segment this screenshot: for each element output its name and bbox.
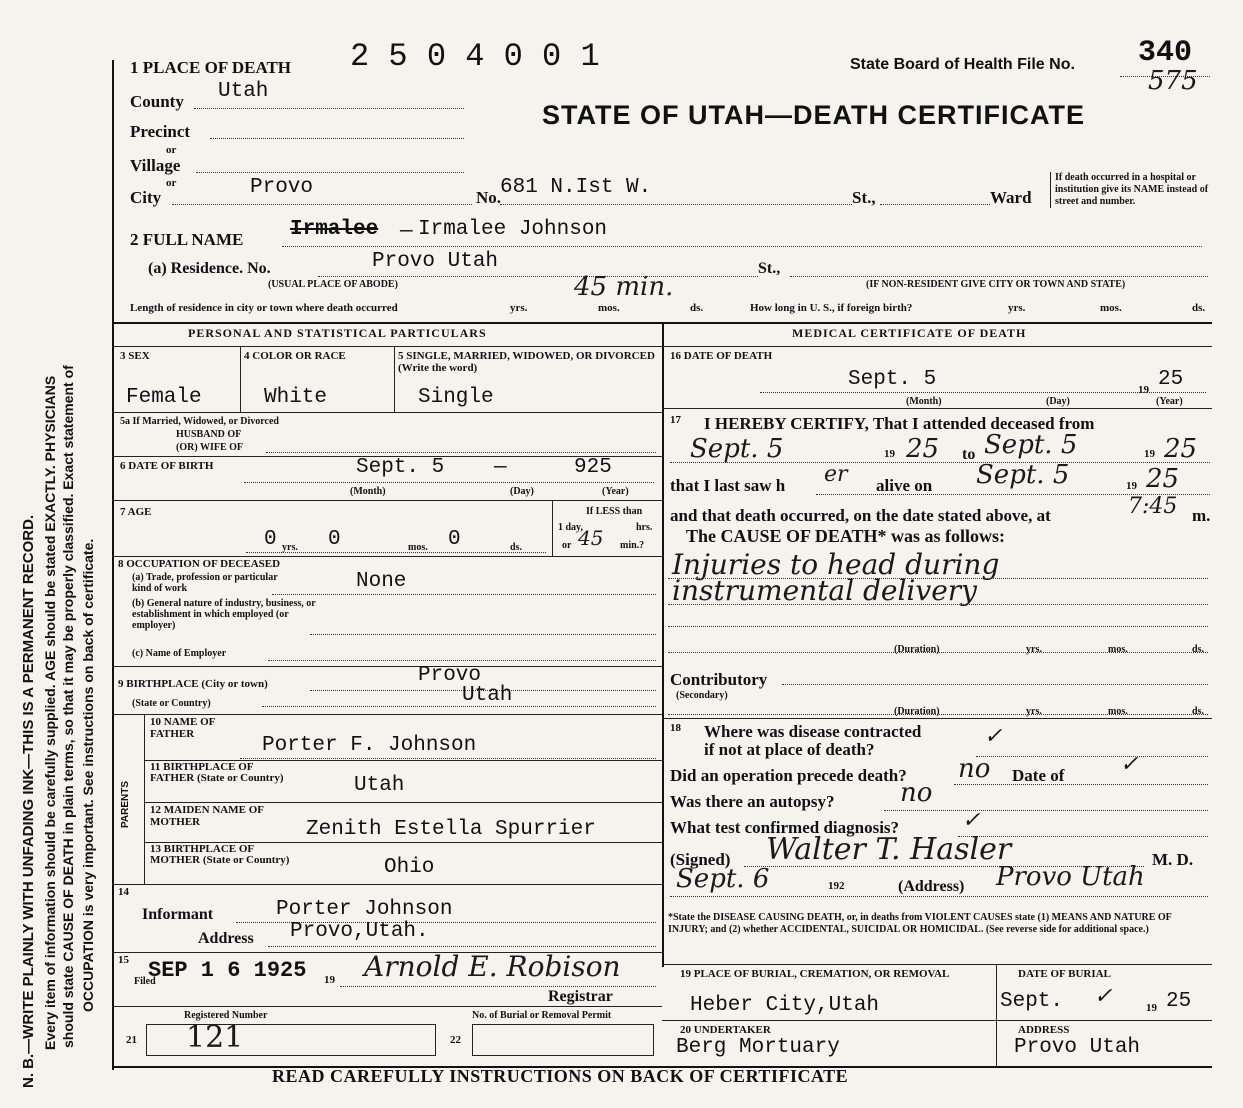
to-19: 19 [1144,448,1155,460]
spouse-label-2: HUSBAND OF [176,429,242,440]
side-instruction-1: N. B.—WRITE PLAINLY WITH UNFADING INK—THIS IS A PERMANENT RECORD. [20,514,37,1088]
side-instruction-2: Every item of information should be carefully supplied. AGE should be stated EXACTLY. PHYSICIANS [42,375,58,1050]
cause-line-1: Injuries to head during [672,548,1000,581]
marital-label: 5 SINGLE, MARRIED, WIDOWED, OR DIVORCED (Write the word) [398,350,655,374]
age-days: 0 [448,528,461,551]
certify-text: I HEREBY CERTIFY, That I attended deceased from [704,414,1095,433]
street-value: 681 N.Ist W. [500,176,652,199]
registered-number-label: Registered Number [184,1010,268,1021]
permit-box [472,1024,654,1056]
time-of-death: 7:45 [1128,494,1178,519]
item-15: 15 [118,954,129,966]
mother-name: Zenith Estella Spurrier [306,818,596,841]
less-hrs: hrs. [636,522,653,533]
race-label: 4 COLOR OR RACE [244,350,346,362]
attended-from-date: Sept. 5 [690,434,784,464]
sex-label: 3 SEX [120,350,150,362]
filed-date: SEP 1 6 1925 [148,958,307,983]
parents-label: PARENTS [120,780,131,828]
date-of-answer: ✓ [1120,752,1139,777]
occupation-value: None [356,570,407,593]
date-of-death-month: Sept. 5 [848,368,937,391]
length-of-residence-value: 45 min. [574,272,674,302]
informant-name: Porter Johnson [276,898,453,921]
age-yrs-cap: yrs. [282,542,298,553]
informant-label: Informant [142,906,214,923]
dob-label: 6 DATE OF BIRTH [120,460,214,472]
registrar-label: Registrar [548,988,613,1005]
us-yrs: yrs. [1008,302,1026,314]
side-instruction-3: should state CAUSE OF DEATH in plain terms, so that it may be properly classified. Exact statement of [60,365,76,1048]
stamp-number: 2 5 0 4 0 0 1 [350,38,600,75]
operation-answer: no [958,754,991,784]
residence-sub: (USUAL PLACE OF ABODE) [268,279,398,290]
occupation-label: 8 OCCUPATION OF DECEASED [118,558,281,570]
duration-yrs-1: yrs. [1026,644,1042,655]
file-number: 340 [1138,36,1193,70]
last-saw-label: that I last saw h [670,476,786,495]
duration-mos-1: mos. [1108,644,1128,655]
dob-dash: — [494,456,507,479]
side-instruction-4: OCCUPATION is very important. See instructions on back of certificate. [80,538,96,1012]
or-1: or [166,144,177,156]
length-yrs: yrs. [510,302,528,314]
sex-value: Female [126,386,202,409]
date-of-death-label: 16 DATE OF DEATH [670,350,773,362]
county-value: Utah [218,80,269,103]
registered-number: 121 [186,1020,244,1055]
last-saw-pronoun: er [824,462,848,487]
center-divider [662,322,664,967]
dob-year-cap: (Year) [602,486,629,497]
cause-footnote: *State the DISEASE CAUSING DEATH, or, in deaths from VIOLENT CAUSES state (1) MEANS AND NATURE OF INJURY; and (2) whether ACCIDENTAL, SUICIDAL OR HOMICIDAL. (See reverse side for additional space.) [668,912,1172,935]
street-no-label: No. [476,188,502,207]
age-label: 7 AGE [120,506,152,518]
signed-year: 192 [828,880,845,892]
dob-year: 925 [574,456,612,479]
q18-label-b: if not at place of death? [704,740,875,759]
informant-address-label: Address [198,930,254,947]
time-m-label: m. [1192,506,1211,525]
city-value: Provo [250,176,314,199]
age-years: 0 [264,528,277,551]
filed-19: 19 [324,974,335,986]
autopsy-answer: no [900,778,933,808]
secondary-label: (Secondary) [676,690,728,701]
item-21: 21 [126,1034,137,1046]
dod-day-cap: (Day) [1046,396,1070,407]
signed-address: Provo Utah [996,862,1145,892]
date-of-death-19: 19 [1138,384,1149,396]
physician-signature: Walter T. Hasler [766,832,1012,867]
q18-answer: ✓ [984,724,1003,749]
personal-heading: PERSONAL AND STATISTICAL PARTICULARS [188,326,487,340]
undertaker-address: Provo Utah [1014,1036,1141,1059]
non-resident-note: (IF NON-RESIDENT GIVE CITY OR TOWN AND STATE) [866,279,1126,290]
ward-label: Ward [990,188,1032,207]
father-name: Porter F. Johnson [262,734,477,757]
burial-date: Sept. [1000,990,1064,1013]
spouse-label-3: (OR) WIFE OF [176,442,244,453]
dob-month-cap: (Month) [350,486,386,497]
duration-ds-1: ds. [1192,644,1204,655]
last-saw-alive-on: alive on [876,476,933,495]
from-19: 19 [884,448,895,460]
file-number-label: State Board of Health File No. [850,56,1075,73]
ward-note: If death occurred in a hospital or institution give its NAME instead of street and number. [1050,172,1217,208]
length-of-residence-label: Length of residence in city or town where death occurred [130,302,398,314]
mother-birthplace-label: 13 BIRTHPLACE OF MOTHER (State or Country) [150,843,290,866]
or-2: or [166,177,177,189]
operation-label: Did an operation precede death? [670,766,907,785]
burial-year: 25 [1166,990,1192,1013]
birthplace-state: Utah [462,684,513,707]
date-of-label: Date of [1012,766,1065,785]
us-residence-label: How long in U. S., if foreign birth? [750,302,913,314]
q18-label: Where was disease contracted [704,722,922,741]
occupation-a: (a) Trade, profession or particular kind of work [132,572,278,594]
footer-instructions: READ CAREFULLY INSTRUCTIONS ON BACK OF CERTIFICATE [272,1066,849,1086]
less-label-2: 1 day, [558,522,584,533]
dod-month-cap: (Month) [906,396,942,407]
duration-mos-2: mos. [1108,706,1128,717]
md-label: M. D. [1152,850,1194,869]
to-label: to [962,446,976,463]
duration-label-2: (Duration) [894,706,940,717]
last-saw-19: 19 [1126,480,1137,492]
father-label: 10 NAME OF FATHER [150,716,215,740]
burial-place: Heber City,Utah [690,994,880,1017]
dob-day-cap: (Day) [510,486,534,497]
birthplace-city: Provo [418,664,482,687]
signed-label: (Signed) [670,850,731,869]
dod-year-cap: (Year) [1156,396,1183,407]
cause-line-2: instrumental delivery [672,574,977,607]
item-22: 22 [450,1034,461,1046]
length-mos: mos. [598,302,620,314]
last-saw-date: Sept. 5 [976,460,1070,490]
cause-label: The CAUSE OF DEATH* was as follows: [686,526,1006,546]
us-ds: ds. [1192,302,1206,314]
full-name-value: Irmalee Johnson [418,218,608,241]
item-14: 14 [118,886,129,898]
autopsy-label: Was there an autopsy? [670,792,835,811]
marital-value: Single [418,386,494,409]
street-st-label: St., [852,188,876,207]
occurred-label: and that death occurred, on the date stated above, at [670,506,1051,525]
signed-address-label: (Address) [898,878,965,895]
burial-date-label: DATE OF BURIAL [1018,968,1111,980]
less-label-1: If LESS than [586,506,643,517]
full-name-struck: Irmalee [290,218,379,241]
burial-day-mark: ✓ [1094,984,1113,1009]
residence-value: Provo Utah [372,250,499,273]
undertaker-address-label: ADDRESS [1018,1024,1070,1036]
file-number-handwritten: 575 [1148,66,1198,96]
residence-label: (a) Residence. No. [148,260,271,277]
us-mos: mos. [1100,302,1122,314]
contributory-label: Contributory [670,670,768,689]
medical-heading: MEDICAL CERTIFICATE OF DEATH [792,326,1027,340]
burial-place-label: 19 PLACE OF BURIAL, CREMATION, OR REMOVAL [680,968,950,980]
test-answer: ✓ [962,808,981,833]
less-min-cap: min.? [620,540,645,551]
race-value: White [264,386,328,409]
date-of-death-year: 25 [1158,368,1184,391]
less-or: or [562,540,572,551]
duration-ds-2: ds. [1192,706,1204,717]
county-label: County [130,92,184,111]
dob-month: Sept. 5 [356,456,445,479]
city-label: City [130,188,162,207]
age-ds-cap: ds. [510,542,522,553]
left-border [112,60,114,1070]
undertaker-label: 20 UNDERTAKER [680,1024,771,1036]
attended-to-date: Sept. 5 [984,430,1078,460]
item-17: 17 [670,414,681,426]
informant-address: Provo,Utah. [290,920,429,943]
attended-to-year: 25 [1164,434,1198,464]
burial-19: 19 [1146,1002,1157,1014]
age-months: 0 [328,528,341,551]
age-mos-cap: mos. [408,542,428,553]
certificate-title: STATE OF UTAH—DEATH CERTIFICATE [542,100,1085,130]
last-saw-year: 25 [1146,464,1180,494]
attended-from-year: 25 [906,434,940,464]
place-of-death-label: 1 PLACE OF DEATH [130,58,292,77]
mother-label: 12 MAIDEN NAME OF MOTHER [150,804,264,828]
length-ds: ds. [690,302,704,314]
father-birthplace-label: 11 BIRTHPLACE OF FATHER (State or Country) [150,761,284,784]
residence-st-label: St., [758,260,781,277]
birthplace-sub: (State or Country) [132,698,211,709]
less-minutes: 45 [578,526,604,550]
duration-yrs-2: yrs. [1026,706,1042,717]
item-18: 18 [670,722,681,734]
mother-birthplace: Ohio [384,856,435,879]
precinct-label: Precinct [130,122,191,141]
village-label: Village [130,156,181,175]
filed-label: Filed [134,976,156,987]
permit-label: No. of Burial or Removal Permit [472,1010,612,1021]
test-label: What test confirmed diagnosis? [670,818,900,837]
signed-date: Sept. 6 [676,864,770,894]
employer-label: (c) Name of Employer [132,648,227,659]
father-birthplace: Utah [354,774,405,797]
registrar-signature: Arnold E. Robison [364,950,621,983]
birthplace-label: 9 BIRTHPLACE (City or town) [118,678,268,690]
duration-label-1: (Duration) [894,644,940,655]
full-name-label: 2 FULL NAME [130,230,244,249]
spouse-label-1: 5a If Married, Widowed, or Divorced [120,416,279,427]
undertaker: Berg Mortuary [676,1036,840,1059]
occupation-b: (b) General nature of industry, business, or establishment in which employed (or employer) [132,598,316,631]
